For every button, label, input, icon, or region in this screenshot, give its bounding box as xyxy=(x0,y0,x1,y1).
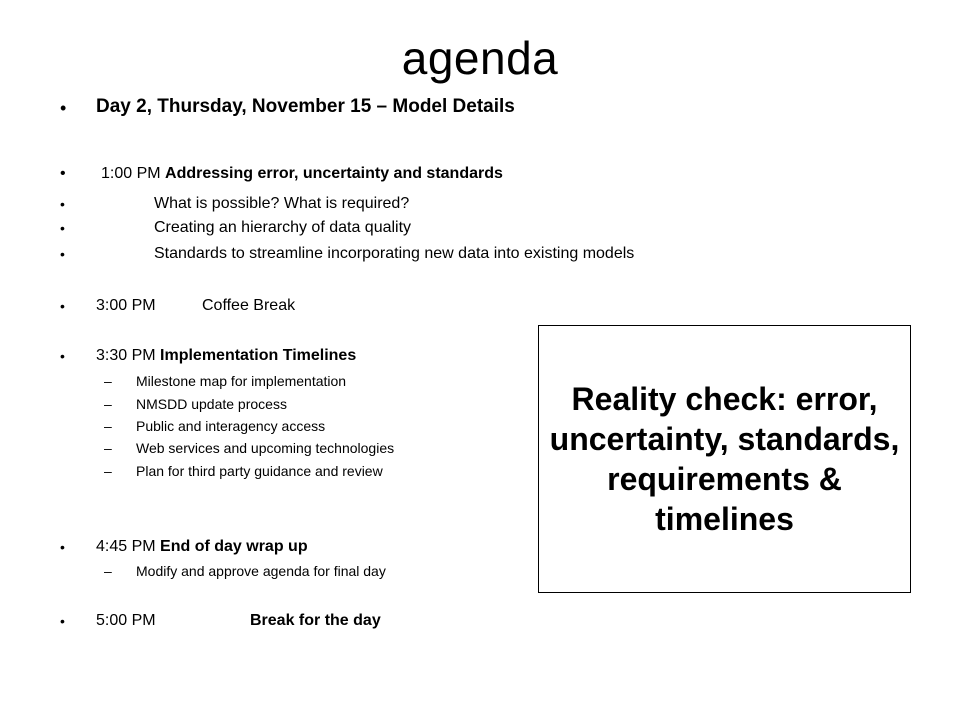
sub-item-text: NMSDD update process xyxy=(136,396,287,412)
bullet-icon: • xyxy=(60,220,65,236)
item-time: 5:00 PM xyxy=(96,612,156,629)
day-heading: Day 2, Thursday, November 15 – Model Details xyxy=(96,96,515,117)
dash-icon: – xyxy=(104,563,112,579)
bullet-icon: • xyxy=(60,539,65,555)
reality-check-callout xyxy=(538,325,911,593)
dash-icon: – xyxy=(104,463,112,479)
sub-item-text: Creating an hierarchy of data quality xyxy=(154,219,412,236)
sub-item-text: Modify and approve agenda for final day xyxy=(136,563,386,579)
dash-icon: – xyxy=(104,373,112,389)
sub-item-text: Web services and upcoming technologies xyxy=(136,440,395,456)
bullet-icon: • xyxy=(60,246,65,262)
sub-item-text: Public and interagency access xyxy=(136,418,326,434)
sub-item-text: Standards to streamline incorporating new data into existing models xyxy=(154,245,635,262)
item-time: 1:00 PM xyxy=(101,165,166,182)
bullet-icon: • xyxy=(60,165,66,182)
dash-icon: – xyxy=(104,418,112,434)
slide-title: agenda xyxy=(401,32,559,84)
item-label: Coffee Break xyxy=(202,297,296,314)
bullet-icon: • xyxy=(60,298,65,314)
dash-icon: – xyxy=(104,440,112,456)
item-label: Implementation Timelines xyxy=(160,347,357,364)
sub-item-text: Milestone map for implementation xyxy=(136,373,347,389)
bullet-icon: • xyxy=(60,613,65,629)
item-label: Addressing error, uncertainty and standards xyxy=(165,165,503,182)
dash-icon: – xyxy=(104,396,112,412)
item-time: 3:30 PM xyxy=(96,347,161,364)
item-time: 4:45 PM xyxy=(96,538,161,555)
bullet-icon: • xyxy=(60,196,65,212)
bullet-icon: • xyxy=(60,98,67,118)
item-time: 3:00 PM xyxy=(96,297,156,314)
item-label: End of day wrap up xyxy=(160,538,308,555)
callout-text: Reality check: error, uncertainty, standards, requirements & timelines xyxy=(549,381,900,537)
bullet-icon: • xyxy=(60,348,65,364)
item-label: Break for the day xyxy=(250,612,381,629)
sub-item-text: What is possible? What is required? xyxy=(154,195,410,212)
sub-item-text: Plan for third party guidance and review xyxy=(136,463,383,479)
